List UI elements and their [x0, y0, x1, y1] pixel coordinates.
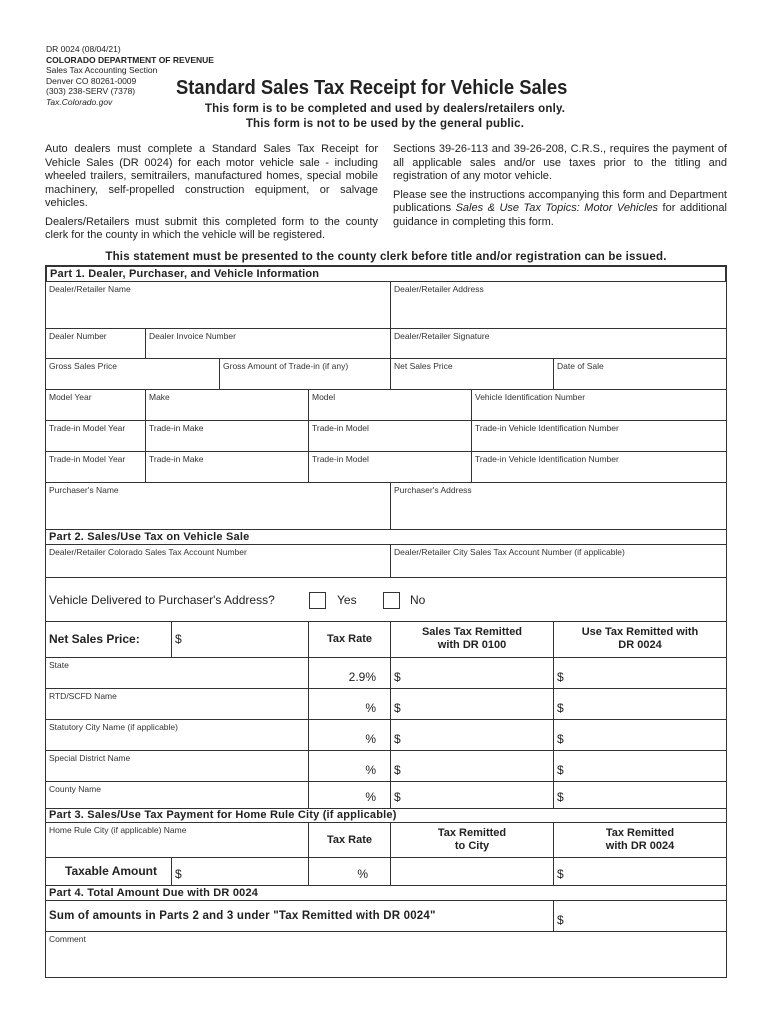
- dollar-sign: $: [175, 632, 182, 646]
- remitted-dr-header: Tax Remitted with DR 0024: [553, 822, 727, 858]
- purchaser-name-field[interactable]: [45, 482, 391, 530]
- part3-heading: Part 3. Sales/Use Tax Payment for Home Rule City (if applicable): [45, 808, 727, 823]
- sales-tax-input[interactable]: [390, 750, 554, 782]
- taxable-amount-input[interactable]: [171, 857, 309, 886]
- sum-label-cell: [45, 900, 554, 932]
- use-tax-input[interactable]: [553, 657, 727, 689]
- use-tax-header: Use Tax Remitted with DR 0024: [553, 621, 727, 658]
- city-account-field[interactable]: [390, 544, 727, 578]
- field-label: Date of Sale: [557, 361, 604, 371]
- net-sales-price-label: Net Sales Price:: [49, 632, 140, 646]
- trade-in-make-field-1[interactable]: [145, 420, 309, 452]
- field-label: Gross Sales Price: [49, 361, 118, 371]
- remitted-dr-input[interactable]: [553, 857, 727, 886]
- field-label: State: [49, 660, 69, 670]
- trade-in-amount-field[interactable]: [219, 358, 391, 390]
- dollar-sign: $: [557, 867, 564, 881]
- intro-text: Please see the instructions accompanying this form and Department publications: [393, 188, 727, 214]
- field-label: Vehicle Identification Number: [475, 392, 586, 402]
- dealer-name-field[interactable]: [45, 281, 391, 329]
- field-label: Comment: [49, 934, 86, 944]
- use-tax-input[interactable]: [553, 750, 727, 782]
- tax-rate-input[interactable]: [308, 750, 391, 782]
- field-label: RTD/SCFD Name: [49, 691, 117, 701]
- jurisdiction-name-field[interactable]: [45, 657, 309, 689]
- field-label: Trade-in Model Year: [49, 454, 126, 464]
- tax-rate-input[interactable]: [308, 657, 391, 689]
- tax-rate-value: %: [365, 763, 376, 777]
- part2-heading: Part 2. Sales/Use Tax on Vehicle Sale: [45, 529, 727, 545]
- vin-field[interactable]: [471, 389, 727, 421]
- field-label: Purchaser's Address: [394, 485, 472, 495]
- tax-rate-input[interactable]: [308, 719, 391, 751]
- section-name: Sales Tax Accounting Section: [46, 65, 158, 75]
- statement-notice: This statement must be presented to the county clerk before title and/or registration can be issued.: [105, 251, 667, 263]
- no-checkbox[interactable]: [383, 592, 400, 609]
- jurisdiction-name-field[interactable]: [45, 781, 309, 809]
- jurisdiction-name-field[interactable]: [45, 688, 309, 720]
- sales-tax-input[interactable]: [390, 688, 554, 720]
- dollar-sign: $: [394, 790, 401, 804]
- model-year-field[interactable]: [45, 389, 146, 421]
- tax-rate-value: 2.9%: [348, 670, 376, 684]
- dollar-sign: $: [394, 763, 401, 777]
- field-label: Special District Name: [49, 753, 131, 763]
- tax-rate-input[interactable]: [308, 781, 391, 809]
- field-label: Dealer/Retailer City Sales Tax Account Number (if applicable): [394, 547, 625, 557]
- field-label: Trade-in Make: [149, 423, 204, 433]
- field-label: County Name: [49, 784, 101, 794]
- field-label: Dealer/Retailer Name: [49, 284, 131, 294]
- department-name: COLORADO DEPARTMENT OF REVENUE: [46, 54, 214, 65]
- trade-in-vin-field-2[interactable]: [471, 451, 727, 483]
- trade-in-make-field-2[interactable]: [145, 451, 309, 483]
- trade-in-vin-field-1[interactable]: [471, 420, 727, 452]
- gross-price-field[interactable]: [45, 358, 220, 390]
- comment-field[interactable]: [45, 931, 727, 978]
- trade-in-model-field-1[interactable]: [308, 420, 472, 452]
- home-rule-city-field[interactable]: [45, 822, 309, 858]
- yes-checkbox[interactable]: [309, 592, 326, 609]
- use-tax-input[interactable]: [553, 719, 727, 751]
- purchaser-address-field[interactable]: [390, 482, 727, 530]
- field-label: Trade-in Make: [149, 454, 204, 464]
- field-label: Dealer/Retailer Address: [394, 284, 484, 294]
- field-label: Gross Amount of Trade-in (if any): [223, 361, 349, 371]
- net-sales-price-input[interactable]: [171, 621, 309, 658]
- state-account-field[interactable]: [45, 544, 391, 578]
- sales-tax-input[interactable]: [390, 719, 554, 751]
- intro-left: [45, 143, 378, 243]
- dollar-sign: $: [557, 913, 564, 927]
- tax-rate-value: %: [365, 701, 376, 715]
- field-label: Trade-in Model: [312, 454, 369, 464]
- tax-rate-input[interactable]: [308, 688, 391, 720]
- net-sales-price-label-cell: [45, 621, 172, 658]
- yes-label: Yes: [337, 593, 357, 607]
- sales-tax-input[interactable]: [390, 781, 554, 809]
- delivered-row: [45, 577, 727, 622]
- field-label: Trade-in Model Year: [49, 423, 126, 433]
- remitted-city-input[interactable]: [390, 857, 554, 886]
- dollar-sign: $: [557, 763, 564, 777]
- intro-paragraph: Dealers/Retailers must submit this completed form to the county clerk for the county in which the vehicle will be registered.: [45, 215, 378, 241]
- use-tax-input[interactable]: [553, 688, 727, 720]
- field-label: Trade-in Vehicle Identification Number: [475, 454, 619, 464]
- dollar-sign: $: [557, 732, 564, 746]
- trade-in-year-field-1[interactable]: [45, 420, 146, 452]
- field-label: Net Sales Price: [394, 361, 453, 371]
- part1-heading: Part 1. Dealer, Purchaser, and Vehicle Information: [45, 265, 727, 282]
- invoice-number-field[interactable]: [145, 328, 391, 359]
- city-rate-input[interactable]: [308, 857, 391, 886]
- no-label: No: [410, 593, 426, 607]
- field-label: Dealer/Retailer Signature: [394, 331, 490, 341]
- dealer-signature-field[interactable]: [390, 328, 727, 359]
- publication-name: Sales & Use Tax Topics: Motor Vehicles: [455, 202, 659, 214]
- tax-rate-value: %: [365, 732, 376, 746]
- dollar-sign: $: [175, 867, 182, 881]
- delivered-question: Vehicle Delivered to Purchaser's Address?: [49, 593, 275, 607]
- field-label: Model Year: [49, 392, 92, 402]
- form-number: DR 0024 (08/04/21): [46, 44, 121, 54]
- field-label: Trade-in Vehicle Identification Number: [475, 423, 619, 433]
- intro-paragraph: Sections 39-26-113 and 39-26-208, C.R.S., requires the payment of all applicable sales and/or use taxes prior to the titling and registration of any motor vehicle.: [393, 143, 727, 182]
- dollar-sign: $: [557, 790, 564, 804]
- page-title: Standard Sales Tax Receipt for Vehicle Sales: [176, 77, 568, 99]
- make-field[interactable]: [145, 389, 309, 421]
- field-label: Trade-in Model: [312, 423, 369, 433]
- trade-in-year-field-2[interactable]: [45, 451, 146, 483]
- date-of-sale-field[interactable]: [553, 358, 727, 390]
- jurisdiction-name-field[interactable]: [45, 750, 309, 782]
- taxable-amount-label: Taxable Amount: [65, 864, 158, 878]
- intro-text: for additional guidance in completing this form.: [393, 202, 727, 228]
- taxable-amount-label-cell: [45, 857, 172, 886]
- tax-rate-value: %: [365, 790, 376, 804]
- sum-label: Sum of amounts in Parts 2 and 3 under "Tax Remitted with DR 0024": [49, 910, 436, 922]
- dealer-address-field[interactable]: [390, 281, 727, 329]
- remitted-city-header: Tax Remitted to City: [390, 822, 554, 858]
- trade-in-model-field-2[interactable]: [308, 451, 472, 483]
- field-label: Statutory City Name (if applicable): [49, 722, 178, 732]
- sales-tax-header: Sales Tax Remitted with DR 0100: [390, 621, 554, 658]
- intro-right: [393, 143, 727, 229]
- field-label: Home Rule City (if applicable) Name: [49, 825, 187, 835]
- dollar-sign: $: [394, 732, 401, 746]
- intro-paragraph: Auto dealers must complete a Standard Sales Tax Receipt for Vehicle Sales (DR 0024) for each motor vehicle sale - including wheeled trailers, semitrailers, manufactured homes, special mobile machinery, self-propelled construction equipment, or salvage vehicles.: [45, 143, 378, 209]
- total-amount-input[interactable]: [553, 900, 727, 932]
- dollar-sign: $: [557, 670, 564, 684]
- field-label: Make: [149, 392, 170, 402]
- dollar-sign: $: [394, 670, 401, 684]
- subtitle-1: This form is to be completed and used by dealers/retailers only.: [204, 103, 566, 115]
- sales-tax-input[interactable]: [390, 657, 554, 689]
- field-label: Dealer Number: [49, 331, 107, 341]
- intro-paragraph: [393, 189, 727, 230]
- field-label: Model: [312, 392, 336, 402]
- field-label: Dealer Invoice Number: [149, 331, 236, 341]
- dollar-sign: $: [557, 701, 564, 715]
- tax-rate-header: Tax Rate: [308, 621, 391, 658]
- dollar-sign: $: [394, 701, 401, 715]
- agency-address: Denver CO 80261-0009: [46, 75, 137, 86]
- percent-sign: %: [357, 867, 368, 881]
- agency-website[interactable]: Tax.Colorado.gov: [46, 96, 113, 107]
- part3-tax-rate-header: Tax Rate: [308, 822, 391, 858]
- field-label: Dealer/Retailer Colorado Sales Tax Account Number: [49, 547, 247, 557]
- agency-phone: (303) 238-SERV (7378): [46, 86, 136, 96]
- use-tax-input[interactable]: [553, 781, 727, 809]
- part4-heading: Part 4. Total Amount Due with DR 0024: [45, 885, 727, 901]
- field-label: Purchaser's Name: [49, 485, 119, 495]
- jurisdiction-name-field[interactable]: [45, 719, 309, 751]
- subtitle-2: This form is not to be used by the general public.: [245, 118, 525, 130]
- net-price-field[interactable]: [390, 358, 554, 390]
- dealer-number-field[interactable]: [45, 328, 146, 359]
- model-field[interactable]: [308, 389, 472, 421]
